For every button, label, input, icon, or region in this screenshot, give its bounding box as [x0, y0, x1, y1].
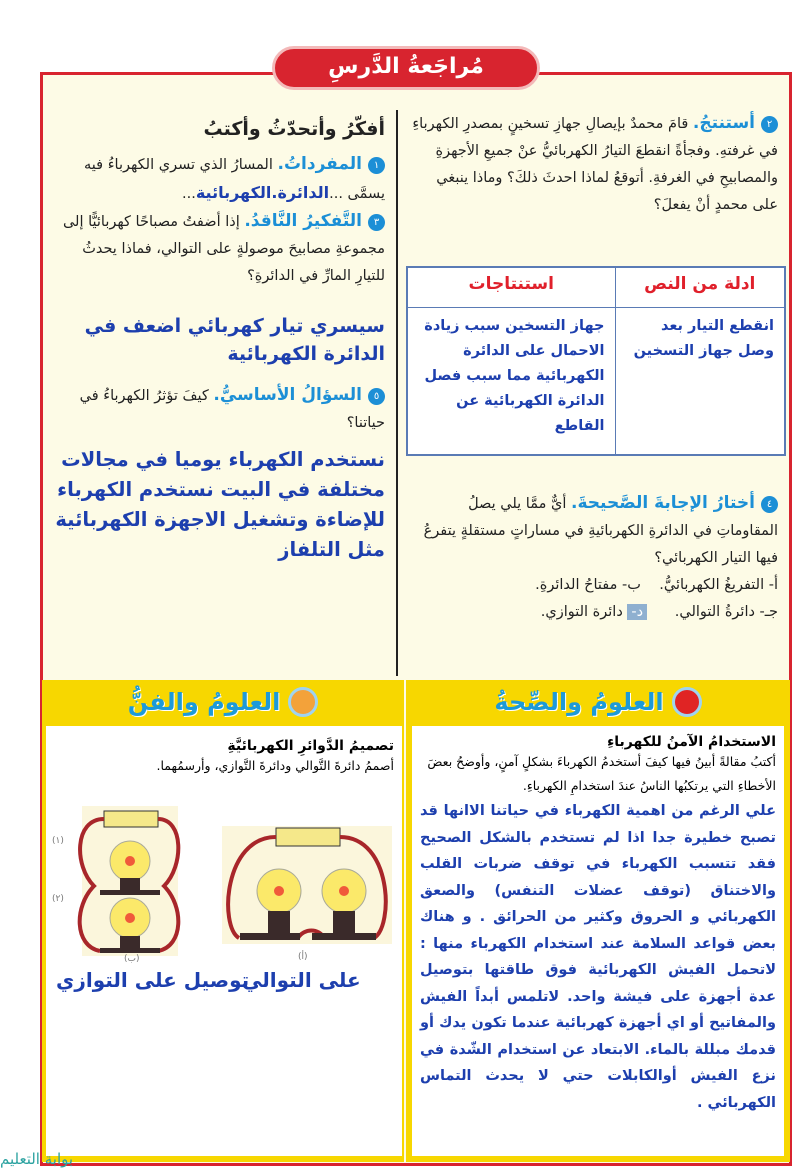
parallel-label: توصيل على التوازي — [56, 968, 250, 992]
table-header: ادلة من النص — [615, 267, 785, 307]
figure-label: (أ) — [298, 952, 308, 962]
question-2 — [408, 110, 778, 219]
answer-text: نستخدم الكهرباء يوميا في مجالات مختلفة في البيت نستخدم الكهرباء للإضاءة وتشغيل الاجهزة الكهربائية مثل التلفاز — [55, 448, 385, 561]
question-text: إذا أضفتُ مصباحًا كهربائيًّا إلى مجموعةِ مصابيحَ موصولةٍ على التوالي، فماذا يحدثُ للتيارِ المارِّ في الدائرةِ؟ — [62, 214, 385, 284]
section-band — [406, 680, 790, 724]
option-a[interactable]: أ- التفريغُ الكهربائيُّ. — [659, 577, 778, 593]
question-4 — [408, 490, 778, 626]
column-divider — [396, 110, 398, 676]
question-5 — [50, 382, 385, 565]
question-text: أيٌّ ممَّا يلي يصلُ المقاوماتِ في الدائرةِ الكهربائيةِ في مساراتٍ مستقلةٍ يتفرعُ فيها التيار الكهربائي؟ — [423, 496, 778, 566]
activity-title: تصميمُ الدَّوائرِ الكهربائيَّةِ — [227, 738, 394, 754]
question-text: المسارُ الذي تسري الكهرباءُ فيه يسمَّى ... — [84, 157, 385, 202]
question-keyword: المفرداتُ. — [277, 154, 362, 174]
science-health-box — [406, 680, 790, 1162]
question-number: ١ — [368, 157, 385, 174]
option-b[interactable]: ب- مفتاحُ الدائرةِ. — [535, 577, 641, 593]
circuit-diagrams — [54, 806, 394, 966]
question-1 — [50, 151, 385, 208]
activity-prompt: أكتبُ مقالةً أبينُ فيها كيفَ أستخدمُ الكهرباءَ بشكلٍ آمنٍ، وأوضحُ بعضَ الأخطاءِ التي يرتكبُها الناسُ عندَ استخدامِ الكهرباءِ. — [427, 754, 776, 793]
ellipsis: ... — [182, 186, 196, 202]
section-band — [42, 680, 404, 724]
question-keyword: أختارُ الإجابةَ الصَّحيحةَ. — [570, 493, 755, 513]
parallel-circuit-diagram — [80, 806, 179, 956]
section-heading: أفكّرُ وأتحدّثُ وأكتبُ — [203, 118, 385, 140]
answer-text: علي الرغم من اهمية الكهرباء في حياتنا الاانها قد تصبح خطيرة جدا اذا لم تستخدم بالشكل الصحيح فقد تتسبب الكهرباء في توقف ضربات القلب والاختناق (توقف عضلات التنفس) والصعق الكهربائي و الحروق وكثير من الحرائق . و هناك بعض قواعد السلامة عند استخدام الكهرباء منها : لاتحمل الفيش الكهربائية فوق طاقتها بتوصيل عدة أجهزة على فيشة واحد. لاتلمس أبداً الفيش والمفاتيح أو اي أجهزة كهربائية عندما تكون يدك أو قدمك مبللة بالماء. الابتعاد عن استخدام الشّدة في نزع الفيش أوالكابلات حتي لا يحدث التماس الكهربائي . — [420, 803, 776, 1111]
question-3 — [50, 208, 385, 368]
question-keyword: السؤالُ الأساسيُّ. — [213, 385, 362, 405]
question-keyword: التَّفكيرُ النَّاقدُ. — [244, 211, 362, 231]
activity-prompt: أصممُ دائرةَ التَّوالي ودائرةَ التَّوازي، وأرسمُهما. — [156, 758, 394, 773]
series-label: على التوالي — [242, 968, 361, 992]
option-d[interactable]: دائرة التوازي. — [540, 604, 623, 620]
band-title: العلومُ والصِّحةُ — [494, 688, 664, 716]
question-number: ٣ — [368, 214, 385, 231]
health-content — [412, 726, 784, 1156]
answer-text: سيسري تيار كهربائي اضعف في الدائرة الكهربائية — [84, 315, 385, 365]
watermark: بوابة التعليم — [0, 1150, 74, 1168]
question-keyword: أستنتجُ. — [692, 113, 755, 133]
figure-label: (ب) — [124, 954, 140, 964]
activity-title: الاستخدامُ الآمنُ للكهرباءِ — [607, 734, 776, 750]
question-text: قامَ محمدٌ بإيصالِ جهازِ تسخينٍ بمصدرِ الكهرباءِ في غرفتهِ. وفجأةً انقطعَ التيارُ الكهربائيُّ عنْ جميعِ الأجهزةِ والمصابيحِ في الغرفةِ. أتوقعُ لماذا احدثَ ذلكَ؟ وماذا ينبغي على محمدٍ أنْ يفعلَ؟ — [412, 116, 778, 213]
paintbrush-icon — [288, 687, 318, 717]
series-circuit-diagram — [222, 826, 392, 944]
bulb-label: (٢) — [52, 894, 64, 904]
band-title: العلومُ والفنُّ — [127, 688, 281, 716]
question-number: ٤ — [761, 496, 778, 513]
table-cell: جهاز التسخين سبب زيادة الاحمال على الدائرة الكهربائية مما سبب فصل الدائرة الكهربائية عن القاطع — [407, 307, 615, 455]
question-text: كيفَ تؤثرُ الكهرباءُ في حياتنا؟ — [79, 388, 385, 431]
option-c[interactable]: جـ- دائرةُ التوالي. — [674, 604, 778, 620]
table-cell: انقطع التيار بعد وصل جهاز التسخين — [615, 307, 785, 455]
table-header: استنتاجات — [407, 267, 615, 307]
question-number: ٢ — [761, 116, 778, 133]
question-number: ٥ — [368, 388, 385, 405]
science-art-box — [42, 680, 404, 1162]
selected-answer-marker: د- — [627, 604, 647, 620]
bulb-label: (١) — [52, 836, 64, 846]
apple-icon — [672, 687, 702, 717]
evidence-table — [406, 266, 786, 456]
art-content — [46, 726, 402, 1156]
lesson-review-title: مُراجَعةُ الدَّرسِ — [272, 46, 540, 90]
left-column — [50, 116, 385, 565]
answer-text: الدائرة.الكهربائية — [195, 183, 330, 202]
